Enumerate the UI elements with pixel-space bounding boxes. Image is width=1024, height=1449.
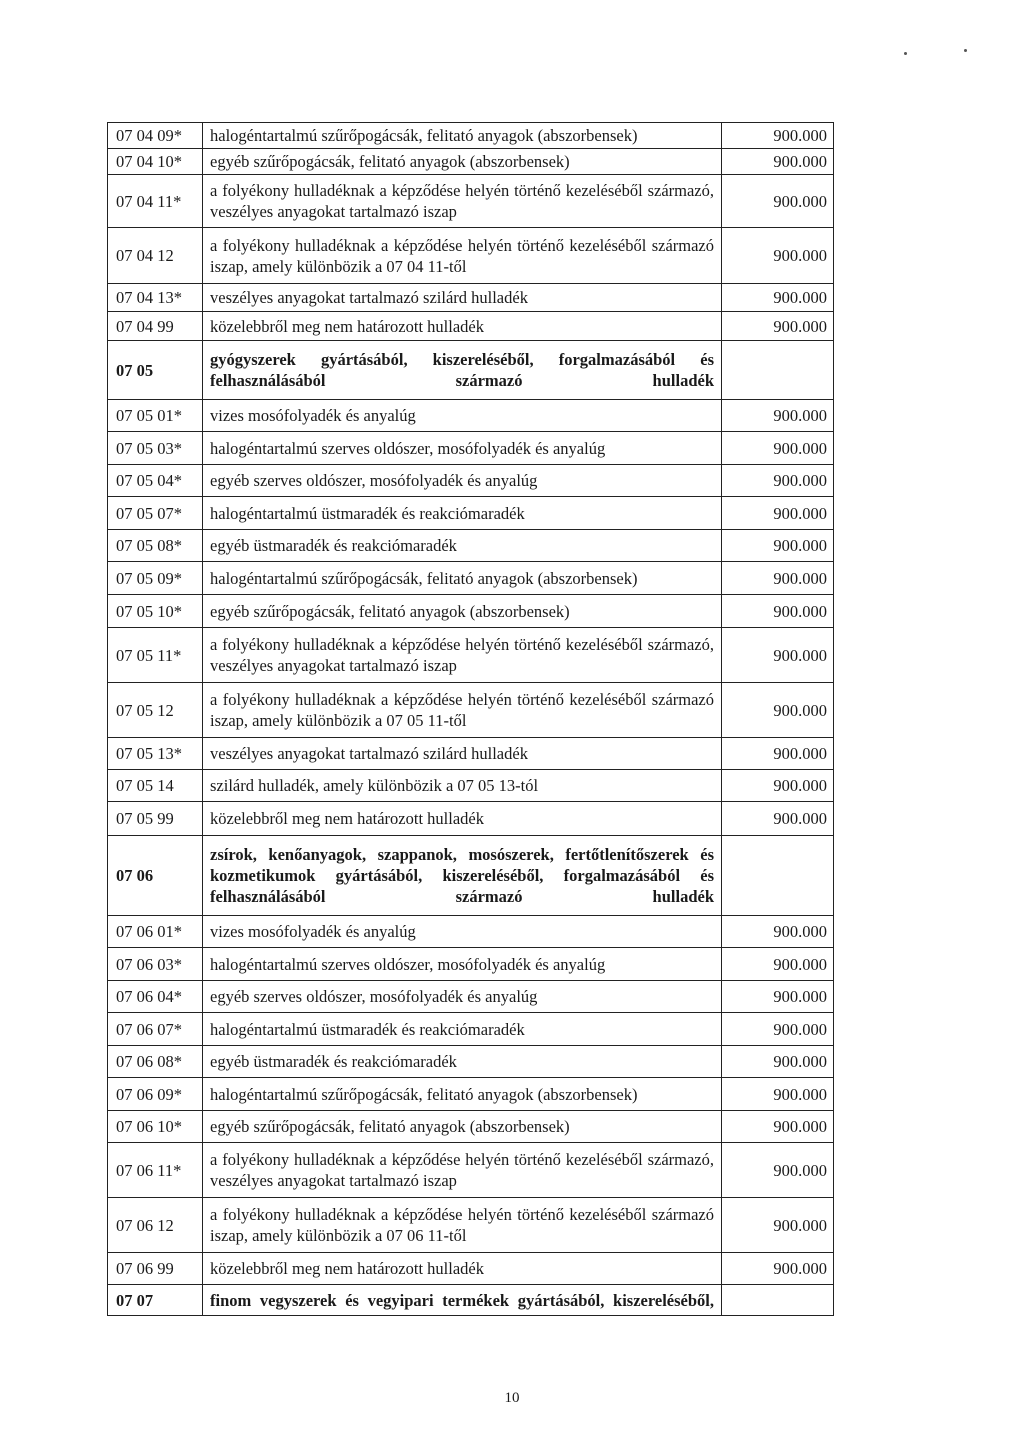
table-row: [108, 312, 834, 341]
waste-description-cell: egyéb üstmaradék és reakciómaradék: [203, 1046, 722, 1078]
waste-code-cell: 07 05 03*: [108, 432, 203, 465]
table-row: [108, 228, 834, 284]
waste-code-cell: 07 04 99: [108, 312, 203, 341]
amount-cell: 900.000: [722, 228, 834, 284]
amount-cell: 900.000: [722, 738, 834, 770]
amount-cell: 900.000: [722, 1078, 834, 1111]
waste-description-cell: egyéb szűrőpogácsák, felitató anyagok (abszorbensek): [203, 149, 722, 175]
table-row: [108, 123, 834, 149]
waste-description-cell: egyéb szűrőpogácsák, felitató anyagok (abszorbensek): [203, 595, 722, 628]
waste-description-cell: szilárd hulladék, amely különbözik a 07 05 13-tól: [203, 770, 722, 802]
waste-description-cell: egyéb üstmaradék és reakciómaradék: [203, 530, 722, 562]
waste-description-cell: veszélyes anyagokat tartalmazó szilárd hulladék: [203, 738, 722, 770]
table-group-row: [108, 341, 834, 400]
table-row: [108, 1013, 834, 1046]
waste-code-cell: 07 05 07*: [108, 497, 203, 530]
waste-code-cell: 07 06 04*: [108, 981, 203, 1013]
waste-description-cell: zsírok, kenőanyagok, szappanok, mosószerek, fertőtlenítőszerek és kozmetikumok gyártásából, kiszereléséből, forgalmazásából és felhasználásából származó hulladék: [203, 836, 722, 916]
waste-code-cell: 07 07: [108, 1285, 203, 1316]
amount-cell: 900.000: [722, 530, 834, 562]
amount-cell: 900.000: [722, 562, 834, 595]
table-row: [108, 1046, 834, 1078]
amount-cell: 900.000: [722, 1253, 834, 1285]
table-body: [108, 123, 834, 1316]
waste-description-cell: közelebbről meg nem határozott hulladék: [203, 312, 722, 341]
table-row: [108, 738, 834, 770]
amount-cell: 900.000: [722, 149, 834, 175]
waste-description-cell: gyógyszerek gyártásából, kiszereléséből, forgalmazásából és felhasználásából származó hulladék: [203, 341, 722, 400]
amount-cell: [722, 1285, 834, 1316]
waste-description-cell: a folyékony hulladéknak a képződése helyén történő kezeléséből származó, veszélyes anyagokat tartalmazó iszap: [203, 175, 722, 228]
table-row: [108, 400, 834, 432]
amount-cell: 900.000: [722, 123, 834, 149]
waste-code-cell: 07 05 13*: [108, 738, 203, 770]
amount-cell: 900.000: [722, 916, 834, 948]
amount-cell: 900.000: [722, 1046, 834, 1078]
scan-artifacts: [900, 42, 980, 62]
waste-code-cell: 07 06 10*: [108, 1111, 203, 1143]
waste-description-cell: közelebbről meg nem határozott hulladék: [203, 1253, 722, 1285]
amount-cell: 900.000: [722, 400, 834, 432]
waste-code-cell: 07 06 09*: [108, 1078, 203, 1111]
amount-cell: 900.000: [722, 465, 834, 497]
waste-code-cell: 07 05 08*: [108, 530, 203, 562]
waste-code-cell: 07 05 01*: [108, 400, 203, 432]
waste-description-cell: veszélyes anyagokat tartalmazó szilárd hulladék: [203, 284, 722, 312]
amount-cell: [722, 836, 834, 916]
table-row: [108, 175, 834, 228]
waste-code-cell: 07 06 01*: [108, 916, 203, 948]
waste-code-cell: 07 06 12: [108, 1198, 203, 1253]
table-row: [108, 1143, 834, 1198]
waste-code-cell: 07 05 99: [108, 802, 203, 836]
waste-description-cell: egyéb szerves oldószer, mosófolyadék és anyalúg: [203, 981, 722, 1013]
amount-cell: 900.000: [722, 1111, 834, 1143]
waste-description-cell: vizes mosófolyadék és anyalúg: [203, 400, 722, 432]
amount-cell: 900.000: [722, 1198, 834, 1253]
amount-cell: 900.000: [722, 683, 834, 738]
waste-code-cell: 07 05: [108, 341, 203, 400]
waste-code-cell: 07 06 08*: [108, 1046, 203, 1078]
table-row: [108, 1253, 834, 1285]
amount-cell: 900.000: [722, 981, 834, 1013]
amount-cell: 900.000: [722, 175, 834, 228]
table-row: [108, 284, 834, 312]
waste-code-cell: 07 05 14: [108, 770, 203, 802]
table-row: [108, 595, 834, 628]
waste-code-cell: 07 05 12: [108, 683, 203, 738]
table-row: [108, 802, 834, 836]
amount-cell: 900.000: [722, 628, 834, 683]
waste-code-cell: 07 05 04*: [108, 465, 203, 497]
waste-description-cell: halogéntartalmú üstmaradék és reakciómaradék: [203, 1013, 722, 1046]
waste-code-cell: 07 06 11*: [108, 1143, 203, 1198]
waste-description-cell: egyéb szűrőpogácsák, felitató anyagok (abszorbensek): [203, 1111, 722, 1143]
amount-cell: 900.000: [722, 1013, 834, 1046]
waste-code-cell: 07 04 13*: [108, 284, 203, 312]
waste-code-cell: 07 04 10*: [108, 149, 203, 175]
amount-cell: 900.000: [722, 497, 834, 530]
amount-cell: 900.000: [722, 432, 834, 465]
table-group-row: [108, 836, 834, 916]
table-row: [108, 770, 834, 802]
amount-cell: 900.000: [722, 284, 834, 312]
waste-code-table: [107, 122, 834, 1316]
waste-code-cell: 07 04 09*: [108, 123, 203, 149]
table-row: [108, 628, 834, 683]
amount-cell: 900.000: [722, 1143, 834, 1198]
waste-description-cell: halogéntartalmú szerves oldószer, mosófolyadék és anyalúg: [203, 432, 722, 465]
amount-cell: [722, 341, 834, 400]
waste-description-cell: halogéntartalmú szűrőpogácsák, felitató anyagok (abszorbensek): [203, 562, 722, 595]
waste-description-cell: a folyékony hulladéknak a képződése helyén történő kezeléséből származó iszap, amely különbözik a 07 04 11-től: [203, 228, 722, 284]
waste-description-cell: vizes mosófolyadék és anyalúg: [203, 916, 722, 948]
waste-code-cell: 07 04 11*: [108, 175, 203, 228]
table-row: [108, 530, 834, 562]
table-row: [108, 465, 834, 497]
waste-code-cell: 07 04 12: [108, 228, 203, 284]
waste-description-cell: finom vegyszerek és vegyipari termékek gyártásából, kiszereléséből,: [203, 1285, 722, 1316]
amount-cell: 900.000: [722, 312, 834, 341]
table-row: [108, 1111, 834, 1143]
waste-code-cell: 07 05 11*: [108, 628, 203, 683]
waste-description-cell: halogéntartalmú szűrőpogácsák, felitató anyagok (abszorbensek): [203, 123, 722, 149]
table-row: [108, 916, 834, 948]
waste-description-cell: a folyékony hulladéknak a képződése helyén történő kezeléséből származó, veszélyes anyagokat tartalmazó iszap: [203, 628, 722, 683]
table-row: [108, 149, 834, 175]
amount-cell: 900.000: [722, 770, 834, 802]
table-row: [108, 1078, 834, 1111]
amount-cell: 900.000: [722, 802, 834, 836]
table-row: [108, 1198, 834, 1253]
table-row: [108, 562, 834, 595]
table-row: [108, 497, 834, 530]
table-row: [108, 948, 834, 981]
amount-cell: 900.000: [722, 948, 834, 981]
amount-cell: 900.000: [722, 595, 834, 628]
waste-description-cell: a folyékony hulladéknak a képződése helyén történő kezeléséből származó iszap, amely különbözik a 07 06 11-től: [203, 1198, 722, 1253]
waste-description-cell: halogéntartalmú üstmaradék és reakciómaradék: [203, 497, 722, 530]
table-group-row: [108, 1285, 834, 1316]
waste-code-cell: 07 06 03*: [108, 948, 203, 981]
waste-description-cell: közelebbről meg nem határozott hulladék: [203, 802, 722, 836]
waste-code-cell: 07 05 10*: [108, 595, 203, 628]
waste-code-cell: 07 06 99: [108, 1253, 203, 1285]
table-row: [108, 683, 834, 738]
waste-description-cell: a folyékony hulladéknak a képződése helyén történő kezeléséből származó iszap, amely különbözik a 07 05 11-től: [203, 683, 722, 738]
waste-code-cell: 07 06: [108, 836, 203, 916]
table-row: [108, 981, 834, 1013]
waste-description-cell: a folyékony hulladéknak a képződése helyén történő kezeléséből származó, veszélyes anyagokat tartalmazó iszap: [203, 1143, 722, 1198]
table-row: [108, 432, 834, 465]
waste-code-cell: 07 06 07*: [108, 1013, 203, 1046]
waste-description-cell: egyéb szerves oldószer, mosófolyadék és anyalúg: [203, 465, 722, 497]
waste-code-cell: 07 05 09*: [108, 562, 203, 595]
page-number: 10: [504, 1390, 520, 1406]
waste-description-cell: halogéntartalmú szerves oldószer, mosófolyadék és anyalúg: [203, 948, 722, 981]
waste-description-cell: halogéntartalmú szűrőpogácsák, felitató anyagok (abszorbensek): [203, 1078, 722, 1111]
